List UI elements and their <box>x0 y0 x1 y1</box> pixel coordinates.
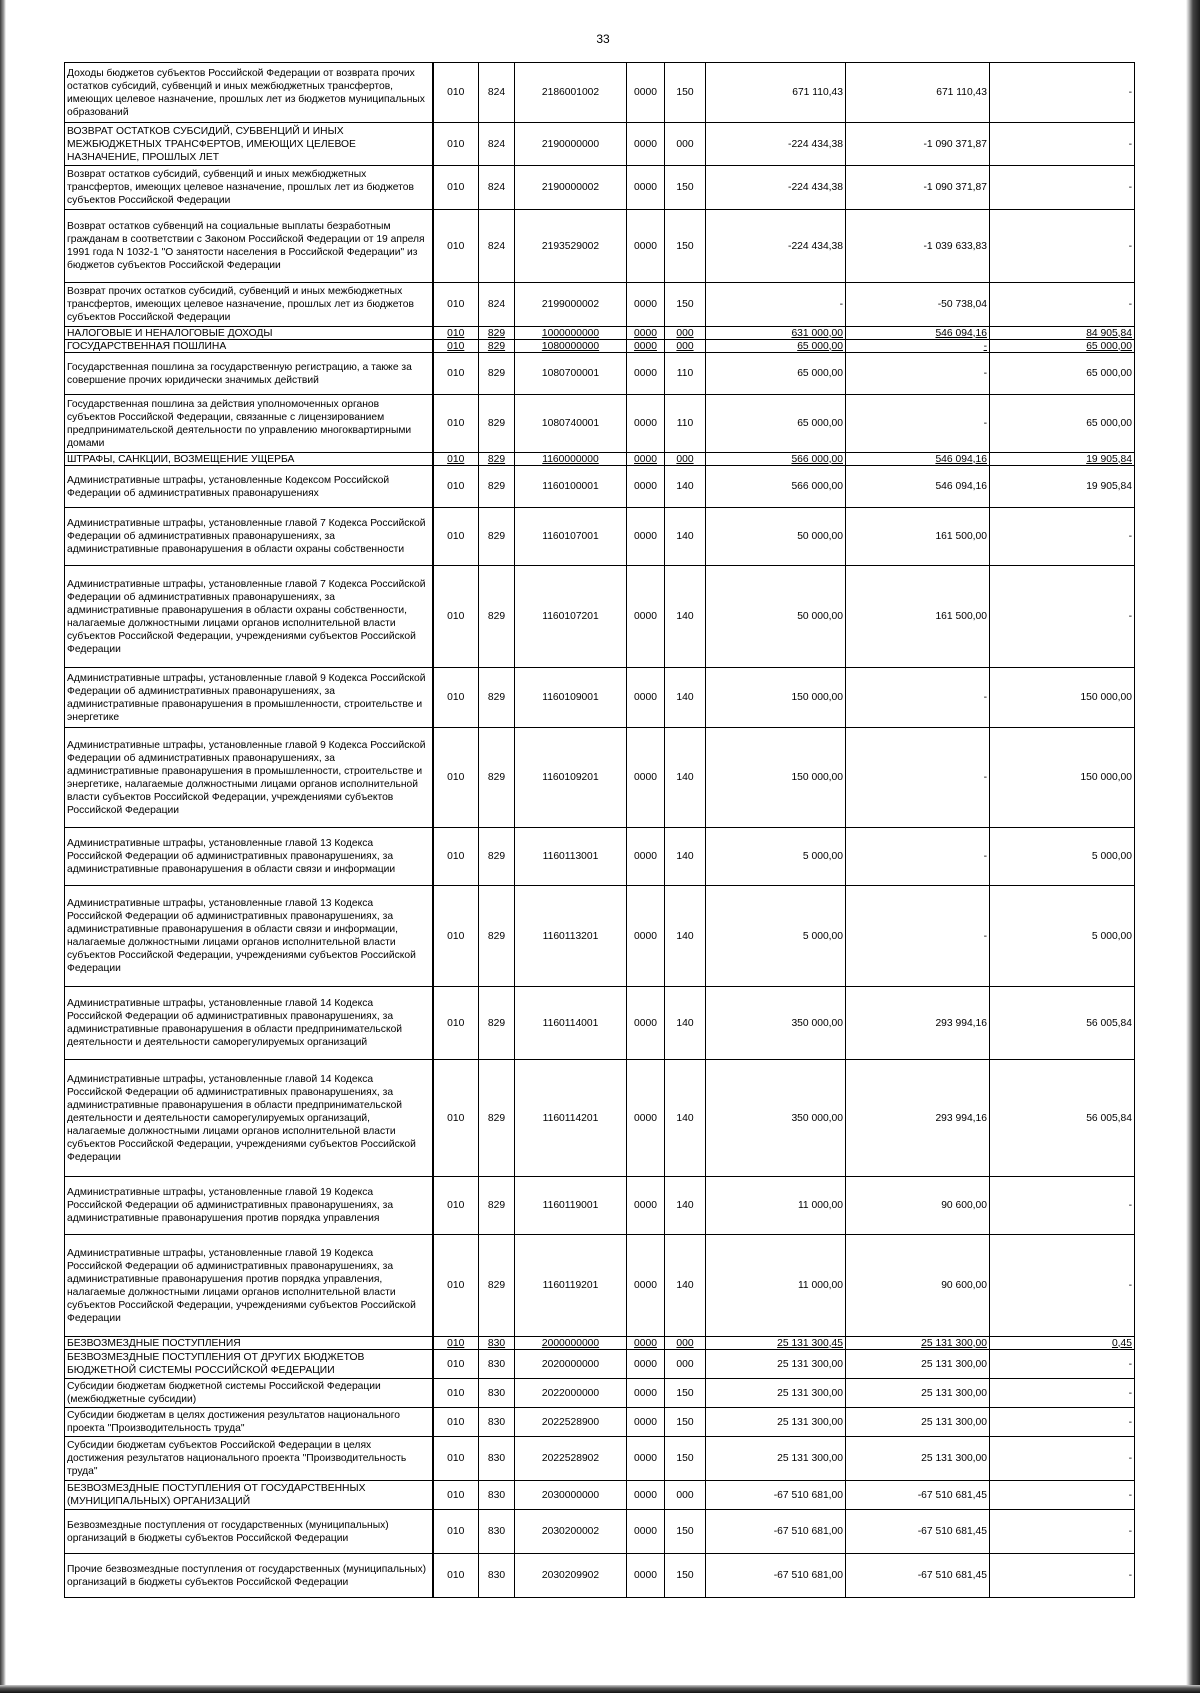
code-kosgu: 150 <box>665 283 706 327</box>
row-name: ШТРАФЫ, САНКЦИИ, ВОЗМЕЩЕНИЕ УЩЕРБА <box>65 453 433 466</box>
value-executed: 161 500,00 <box>846 566 990 668</box>
code-admin: 829 <box>479 508 515 566</box>
code-section: 010 <box>433 1235 479 1337</box>
code-admin: 830 <box>479 1408 515 1437</box>
code-program: 0000 <box>627 668 665 728</box>
code-admin: 824 <box>479 283 515 327</box>
row-name: Административные штрафы, установленные главой 13 Кодекса Российской Федерации об административных правонарушениях, за административные правонарушения в области связи и информации, налагаемые должностными лицами органов исполнительной власти субъектов Российской Федерации, учреждениями субъектов Российской Федерации <box>65 886 433 987</box>
code-admin: 829 <box>479 353 515 395</box>
code-admin: 824 <box>479 63 515 123</box>
code-kosgu: 140 <box>665 466 706 508</box>
value-executed: - <box>846 340 990 353</box>
code-kosgu: 140 <box>665 828 706 886</box>
value-executed: 161 500,00 <box>846 508 990 566</box>
value-approved: 25 131 300,00 <box>706 1437 846 1481</box>
code-admin: 829 <box>479 668 515 728</box>
value-executed: -67 510 681,45 <box>846 1481 990 1510</box>
table-row <box>65 1510 1135 1554</box>
code-section: 010 <box>433 1379 479 1408</box>
table-row <box>65 63 1135 123</box>
table-row <box>65 395 1135 453</box>
row-name: Административные штрафы, установленные Кодексом Российской Федерации об административных правонарушениях <box>65 466 433 508</box>
code-revenue: 2000000000 <box>515 1337 627 1350</box>
code-kosgu: 150 <box>665 166 706 210</box>
code-program: 0000 <box>627 453 665 466</box>
code-revenue: 1160119201 <box>515 1235 627 1337</box>
code-section: 010 <box>433 828 479 886</box>
code-program: 0000 <box>627 1379 665 1408</box>
table-row <box>65 728 1135 828</box>
value-unexecuted: - <box>990 1235 1135 1337</box>
row-name: Административные штрафы, установленные главой 13 Кодекса Российской Федерации об административных правонарушениях, за административные правонарушения в области связи и информации <box>65 828 433 886</box>
table-row <box>65 1437 1135 1481</box>
value-approved: 65 000,00 <box>706 395 846 453</box>
value-approved: 631 000,00 <box>706 327 846 340</box>
code-revenue: 2030209902 <box>515 1554 627 1598</box>
value-executed: - <box>846 395 990 453</box>
value-unexecuted: 65 000,00 <box>990 395 1135 453</box>
code-section: 010 <box>433 395 479 453</box>
code-revenue: 1160113201 <box>515 886 627 987</box>
code-admin: 829 <box>479 987 515 1060</box>
code-kosgu: 000 <box>665 340 706 353</box>
code-admin: 829 <box>479 566 515 668</box>
code-kosgu: 140 <box>665 987 706 1060</box>
code-section: 010 <box>433 1510 479 1554</box>
code-section: 010 <box>433 453 479 466</box>
value-executed: - <box>846 886 990 987</box>
code-program: 0000 <box>627 1235 665 1337</box>
value-executed: 671 110,43 <box>846 63 990 123</box>
code-section: 010 <box>433 1408 479 1437</box>
code-kosgu: 140 <box>665 508 706 566</box>
table-row <box>65 1337 1135 1350</box>
row-name: НАЛОГОВЫЕ И НЕНАЛОГОВЫЕ ДОХОДЫ <box>65 327 433 340</box>
value-executed: 25 131 300,00 <box>846 1408 990 1437</box>
code-section: 010 <box>433 1350 479 1379</box>
row-name: Административные штрафы, установленные главой 7 Кодекса Российской Федерации об административных правонарушениях, за административные правонарушения в области охраны собственности <box>65 508 433 566</box>
table-row <box>65 668 1135 728</box>
code-admin: 830 <box>479 1554 515 1598</box>
code-admin: 824 <box>479 210 515 283</box>
code-section: 010 <box>433 123 479 166</box>
value-unexecuted: - <box>990 1554 1135 1598</box>
table-row <box>65 1481 1135 1510</box>
value-unexecuted: - <box>990 1481 1135 1510</box>
code-program: 0000 <box>627 63 665 123</box>
row-name: БЕЗВОЗМЕЗДНЫЕ ПОСТУПЛЕНИЯ ОТ ДРУГИХ БЮДЖЕТОВ БЮДЖЕТНОЙ СИСТЕМЫ РОССИЙСКОЙ ФЕДЕРАЦИИ <box>65 1350 433 1379</box>
code-section: 010 <box>433 353 479 395</box>
value-approved: -67 510 681,00 <box>706 1481 846 1510</box>
code-program: 0000 <box>627 283 665 327</box>
value-executed: 546 094,16 <box>846 466 990 508</box>
code-admin: 830 <box>479 1437 515 1481</box>
value-unexecuted: 84 905,84 <box>990 327 1135 340</box>
table-row <box>65 1060 1135 1177</box>
code-section: 010 <box>433 728 479 828</box>
table-row <box>65 340 1135 353</box>
value-executed: -50 738,04 <box>846 283 990 327</box>
value-executed: 546 094,16 <box>846 327 990 340</box>
code-revenue: 1080700001 <box>515 353 627 395</box>
code-kosgu: 140 <box>665 1235 706 1337</box>
value-approved: -67 510 681,00 <box>706 1510 846 1554</box>
code-kosgu: 150 <box>665 1554 706 1598</box>
code-program: 0000 <box>627 123 665 166</box>
table-row <box>65 353 1135 395</box>
row-name: Административные штрафы, установленные главой 14 Кодекса Российской Федерации об административных правонарушениях, за административные правонарушения в области предпринимательской деятельности и деятельности саморегулируемых организаций, налагаемые должностными лицами органов исполнительной власти субъектов Российской Федерации, учреждениями субъектов Российской Федерации <box>65 1060 433 1177</box>
row-name: Административные штрафы, установленные главой 9 Кодекса Российской Федерации об административных правонарушениях, за административные правонарушения в промышленности, строительстве и энергетике <box>65 668 433 728</box>
code-admin: 830 <box>479 1337 515 1350</box>
code-kosgu: 140 <box>665 1177 706 1235</box>
code-admin: 829 <box>479 828 515 886</box>
code-section: 010 <box>433 210 479 283</box>
row-name: БЕЗВОЗМЕЗДНЫЕ ПОСТУПЛЕНИЯ ОТ ГОСУДАРСТВЕННЫХ (МУНИЦИПАЛЬНЫХ) ОРГАНИЗАЦИЙ <box>65 1481 433 1510</box>
value-unexecuted: - <box>990 508 1135 566</box>
value-unexecuted: - <box>990 1177 1135 1235</box>
code-admin: 829 <box>479 728 515 828</box>
budget-report-table <box>64 62 1135 1598</box>
code-revenue: 1000000000 <box>515 327 627 340</box>
table-row <box>65 1379 1135 1408</box>
value-unexecuted: 150 000,00 <box>990 668 1135 728</box>
row-name: ВОЗВРАТ ОСТАТКОВ СУБСИДИЙ, СУБВЕНЦИЙ И ИНЫХ МЕЖБЮДЖЕТНЫХ ТРАНСФЕРТОВ, ИМЕЮЩИХ ЦЕЛЕВОЕ НАЗНАЧЕНИЕ, ПРОШЛЫХ ЛЕТ <box>65 123 433 166</box>
code-kosgu: 140 <box>665 728 706 828</box>
code-section: 010 <box>433 886 479 987</box>
table-row <box>65 1408 1135 1437</box>
code-kosgu: 150 <box>665 1408 706 1437</box>
value-executed: -67 510 681,45 <box>846 1554 990 1598</box>
code-kosgu: 000 <box>665 327 706 340</box>
value-executed: -1 039 633,83 <box>846 210 990 283</box>
code-revenue: 2193529002 <box>515 210 627 283</box>
row-name: Возврат остатков субсидий, субвенций и иных межбюджетных трансфертов, имеющих целевое назначение, прошлых лет из бюджетов субъектов Российской Федерации <box>65 166 433 210</box>
value-unexecuted: - <box>990 1379 1135 1408</box>
code-kosgu: 150 <box>665 1510 706 1554</box>
value-unexecuted: - <box>990 123 1135 166</box>
code-revenue: 2022528902 <box>515 1437 627 1481</box>
code-program: 0000 <box>627 828 665 886</box>
value-unexecuted: - <box>990 1408 1135 1437</box>
code-section: 010 <box>433 283 479 327</box>
page-number: 33 <box>596 32 610 46</box>
table-row <box>65 210 1135 283</box>
row-name: Государственная пошлина за действия уполномоченных органов субъектов Российской Федерации, связанные с лицензированием предпринимательской деятельности по управлению многоквартирными домами <box>65 395 433 453</box>
value-approved: 25 131 300,00 <box>706 1408 846 1437</box>
code-program: 0000 <box>627 340 665 353</box>
row-name: Административные штрафы, установленные главой 19 Кодекса Российской Федерации об административных правонарушениях, за административные правонарушения против порядка управления, налагаемые должностными лицами органов исполнительной власти субъектов Российской Федерации, учреждениями субъектов Российской Федерации <box>65 1235 433 1337</box>
row-name: Субсидии бюджетам бюджетной системы Российской Федерации (межбюджетные субсидии) <box>65 1379 433 1408</box>
code-program: 0000 <box>627 1408 665 1437</box>
code-section: 010 <box>433 1481 479 1510</box>
value-approved: -224 434,38 <box>706 166 846 210</box>
code-program: 0000 <box>627 1481 665 1510</box>
code-admin: 829 <box>479 1060 515 1177</box>
code-program: 0000 <box>627 1337 665 1350</box>
value-unexecuted: - <box>990 1510 1135 1554</box>
value-unexecuted: 56 005,84 <box>990 1060 1135 1177</box>
value-executed: 546 094,16 <box>846 453 990 466</box>
table-row <box>65 466 1135 508</box>
code-section: 010 <box>433 1060 479 1177</box>
code-kosgu: 140 <box>665 1060 706 1177</box>
value-unexecuted: - <box>990 566 1135 668</box>
code-admin: 829 <box>479 340 515 353</box>
code-section: 010 <box>433 340 479 353</box>
code-kosgu: 110 <box>665 353 706 395</box>
code-kosgu: 150 <box>665 210 706 283</box>
code-section: 010 <box>433 1554 479 1598</box>
code-section: 010 <box>433 987 479 1060</box>
value-unexecuted: - <box>990 1437 1135 1481</box>
value-unexecuted: 150 000,00 <box>990 728 1135 828</box>
table-body <box>65 63 1135 1598</box>
code-admin: 829 <box>479 327 515 340</box>
code-section: 010 <box>433 508 479 566</box>
code-revenue: 2190000000 <box>515 123 627 166</box>
value-executed: 90 600,00 <box>846 1177 990 1235</box>
row-name: ГОСУДАРСТВЕННАЯ ПОШЛИНА <box>65 340 433 353</box>
code-section: 010 <box>433 63 479 123</box>
value-approved: -67 510 681,00 <box>706 1554 846 1598</box>
value-unexecuted: - <box>990 63 1135 123</box>
code-revenue: 2199000002 <box>515 283 627 327</box>
value-executed: -1 090 371,87 <box>846 166 990 210</box>
value-approved: 150 000,00 <box>706 668 846 728</box>
value-approved: -224 434,38 <box>706 123 846 166</box>
value-approved: 566 000,00 <box>706 453 846 466</box>
code-program: 0000 <box>627 1554 665 1598</box>
table-row <box>65 1350 1135 1379</box>
row-name: Доходы бюджетов субъектов Российской Федерации от возврата прочих остатков субсидий, субвенций и иных межбюджетных трансфертов, имеющих целевое назначение, прошлых лет из бюджетов муниципальных образований <box>65 63 433 123</box>
code-kosgu: 140 <box>665 566 706 668</box>
code-program: 0000 <box>627 728 665 828</box>
code-revenue: 1160114001 <box>515 987 627 1060</box>
value-executed: 25 131 300,00 <box>846 1437 990 1481</box>
table-row <box>65 886 1135 987</box>
table-row <box>65 123 1135 166</box>
code-program: 0000 <box>627 1510 665 1554</box>
code-kosgu: 140 <box>665 886 706 987</box>
value-approved: - <box>706 283 846 327</box>
code-program: 0000 <box>627 353 665 395</box>
value-approved: 11 000,00 <box>706 1235 846 1337</box>
value-approved: 5 000,00 <box>706 828 846 886</box>
row-name: Возврат прочих остатков субсидий, субвенций и иных межбюджетных трансфертов, имеющих целевое назначение, прошлых лет из бюджетов субъектов Российской Федерации <box>65 283 433 327</box>
table-row <box>65 1554 1135 1598</box>
row-name: Субсидии бюджетам в целях достижения результатов национального проекта "Производительность труда" <box>65 1408 433 1437</box>
table-row <box>65 453 1135 466</box>
value-unexecuted: - <box>990 1350 1135 1379</box>
value-approved: -224 434,38 <box>706 210 846 283</box>
value-executed: -67 510 681,45 <box>846 1510 990 1554</box>
value-unexecuted: - <box>990 166 1135 210</box>
value-approved: 50 000,00 <box>706 508 846 566</box>
code-section: 010 <box>433 1337 479 1350</box>
code-admin: 829 <box>479 395 515 453</box>
value-approved: 25 131 300,00 <box>706 1350 846 1379</box>
scan-edge-left <box>0 0 6 1693</box>
table-row <box>65 1177 1135 1235</box>
code-admin: 830 <box>479 1510 515 1554</box>
code-kosgu: 110 <box>665 395 706 453</box>
table-row <box>65 166 1135 210</box>
code-section: 010 <box>433 566 479 668</box>
code-kosgu: 140 <box>665 668 706 728</box>
value-executed: -1 090 371,87 <box>846 123 990 166</box>
row-name: Возврат остатков субвенций на социальные выплаты безработным гражданам в соответствии с Законом Российской Федерации от 19 апреля 1991 года N 1032-1 "О занятости населения в Российской Федерации" из бюджетов субъектов Российской Федерации <box>65 210 433 283</box>
value-approved: 50 000,00 <box>706 566 846 668</box>
code-program: 0000 <box>627 1437 665 1481</box>
value-unexecuted: 19 905,84 <box>990 466 1135 508</box>
code-revenue: 2022000000 <box>515 1379 627 1408</box>
value-unexecuted: 5 000,00 <box>990 828 1135 886</box>
code-program: 0000 <box>627 987 665 1060</box>
code-revenue: 2020000000 <box>515 1350 627 1379</box>
code-revenue: 1080740001 <box>515 395 627 453</box>
code-revenue: 2030000000 <box>515 1481 627 1510</box>
code-revenue: 1160100001 <box>515 466 627 508</box>
value-executed: - <box>846 728 990 828</box>
value-approved: 671 110,43 <box>706 63 846 123</box>
value-unexecuted: 56 005,84 <box>990 987 1135 1060</box>
code-kosgu: 000 <box>665 1337 706 1350</box>
table-row <box>65 327 1135 340</box>
value-unexecuted: - <box>990 210 1135 283</box>
row-name: Прочие безвозмездные поступления от государственных (муниципальных) организаций в бюджеты субъектов Российской Федерации <box>65 1554 433 1598</box>
code-revenue: 1080000000 <box>515 340 627 353</box>
code-admin: 830 <box>479 1481 515 1510</box>
row-name: Административные штрафы, установленные главой 9 Кодекса Российской Федерации об административных правонарушениях, за административные правонарушения в промышленности, строительстве и энергетике, налагаемые должностными лицами органов исполнительной власти субъектов Российской Федерации, учреждениями субъектов Российской Федерации <box>65 728 433 828</box>
value-executed: - <box>846 668 990 728</box>
code-revenue: 2186001002 <box>515 63 627 123</box>
value-approved: 25 131 300,45 <box>706 1337 846 1350</box>
code-admin: 829 <box>479 886 515 987</box>
value-executed: 25 131 300,00 <box>846 1379 990 1408</box>
value-executed: - <box>846 353 990 395</box>
code-admin: 830 <box>479 1350 515 1379</box>
value-approved: 350 000,00 <box>706 987 846 1060</box>
code-kosgu: 150 <box>665 1437 706 1481</box>
value-approved: 150 000,00 <box>706 728 846 828</box>
value-executed: 293 994,16 <box>846 987 990 1060</box>
code-revenue: 1160113001 <box>515 828 627 886</box>
row-name: Безвозмездные поступления от государственных (муниципальных) организаций в бюджеты субъектов Российской Федерации <box>65 1510 433 1554</box>
value-approved: 25 131 300,00 <box>706 1379 846 1408</box>
code-kosgu: 000 <box>665 1350 706 1379</box>
code-program: 0000 <box>627 166 665 210</box>
row-name: Административные штрафы, установленные главой 7 Кодекса Российской Федерации об административных правонарушениях, за административные правонарушения в области охраны собственности, налагаемые должностными лицами органов исполнительной власти субъектов Российской Федерации, учреждениями субъектов Российской Федерации <box>65 566 433 668</box>
code-section: 010 <box>433 466 479 508</box>
code-program: 0000 <box>627 1350 665 1379</box>
code-kosgu: 000 <box>665 453 706 466</box>
table-row <box>65 987 1135 1060</box>
value-executed: - <box>846 828 990 886</box>
code-program: 0000 <box>627 886 665 987</box>
code-kosgu: 150 <box>665 63 706 123</box>
code-section: 010 <box>433 327 479 340</box>
value-approved: 65 000,00 <box>706 340 846 353</box>
value-unexecuted: 5 000,00 <box>990 886 1135 987</box>
row-name: Субсидии бюджетам субъектов Российской Федерации в целях достижения результатов национального проекта "Производительность труда" <box>65 1437 433 1481</box>
row-name: Административные штрафы, установленные главой 19 Кодекса Российской Федерации об административных правонарушениях, за административные правонарушения против порядка управления <box>65 1177 433 1235</box>
code-admin: 829 <box>479 466 515 508</box>
code-revenue: 1160107001 <box>515 508 627 566</box>
code-section: 010 <box>433 166 479 210</box>
table-row <box>65 566 1135 668</box>
code-section: 010 <box>433 1437 479 1481</box>
code-program: 0000 <box>627 210 665 283</box>
value-executed: 25 131 300,00 <box>846 1350 990 1379</box>
code-admin: 829 <box>479 1235 515 1337</box>
code-revenue: 2030200002 <box>515 1510 627 1554</box>
value-approved: 11 000,00 <box>706 1177 846 1235</box>
value-approved: 566 000,00 <box>706 466 846 508</box>
value-approved: 5 000,00 <box>706 886 846 987</box>
code-kosgu: 000 <box>665 123 706 166</box>
value-unexecuted: - <box>990 283 1135 327</box>
code-revenue: 1160114201 <box>515 1060 627 1177</box>
code-revenue: 1160119001 <box>515 1177 627 1235</box>
code-program: 0000 <box>627 327 665 340</box>
value-unexecuted: 0,45 <box>990 1337 1135 1350</box>
code-admin: 830 <box>479 1379 515 1408</box>
scan-edge-bottom <box>0 1685 1200 1693</box>
code-kosgu: 000 <box>665 1481 706 1510</box>
code-kosgu: 150 <box>665 1379 706 1408</box>
code-admin: 829 <box>479 453 515 466</box>
code-revenue: 1160000000 <box>515 453 627 466</box>
code-revenue: 2190000002 <box>515 166 627 210</box>
code-admin: 829 <box>479 1177 515 1235</box>
value-unexecuted: 19 905,84 <box>990 453 1135 466</box>
scan-edge-right <box>1186 0 1200 1693</box>
code-program: 0000 <box>627 508 665 566</box>
code-program: 0000 <box>627 466 665 508</box>
table-row <box>65 283 1135 327</box>
value-unexecuted: 65 000,00 <box>990 353 1135 395</box>
value-approved: 350 000,00 <box>706 1060 846 1177</box>
table-row <box>65 1235 1135 1337</box>
code-section: 010 <box>433 668 479 728</box>
value-approved: 65 000,00 <box>706 353 846 395</box>
code-revenue: 1160109201 <box>515 728 627 828</box>
code-program: 0000 <box>627 395 665 453</box>
code-revenue: 1160109001 <box>515 668 627 728</box>
row-name: Административные штрафы, установленные главой 14 Кодекса Российской Федерации об административных правонарушениях, за административные правонарушения в области предпринимательской деятельности и деятельности саморегулируемых организаций <box>65 987 433 1060</box>
table-row <box>65 508 1135 566</box>
value-executed: 90 600,00 <box>846 1235 990 1337</box>
code-program: 0000 <box>627 1060 665 1177</box>
table-row <box>65 828 1135 886</box>
row-name: БЕЗВОЗМЕЗДНЫЕ ПОСТУПЛЕНИЯ <box>65 1337 433 1350</box>
code-program: 0000 <box>627 1177 665 1235</box>
row-name: Государственная пошлина за государственную регистрацию, а также за совершение прочих юридически значимых действий <box>65 353 433 395</box>
value-executed: 25 131 300,00 <box>846 1337 990 1350</box>
value-unexecuted: 65 000,00 <box>990 340 1135 353</box>
code-program: 0000 <box>627 566 665 668</box>
code-revenue: 2022528900 <box>515 1408 627 1437</box>
code-revenue: 1160107201 <box>515 566 627 668</box>
value-executed: 293 994,16 <box>846 1060 990 1177</box>
code-admin: 824 <box>479 123 515 166</box>
code-admin: 824 <box>479 166 515 210</box>
code-section: 010 <box>433 1177 479 1235</box>
